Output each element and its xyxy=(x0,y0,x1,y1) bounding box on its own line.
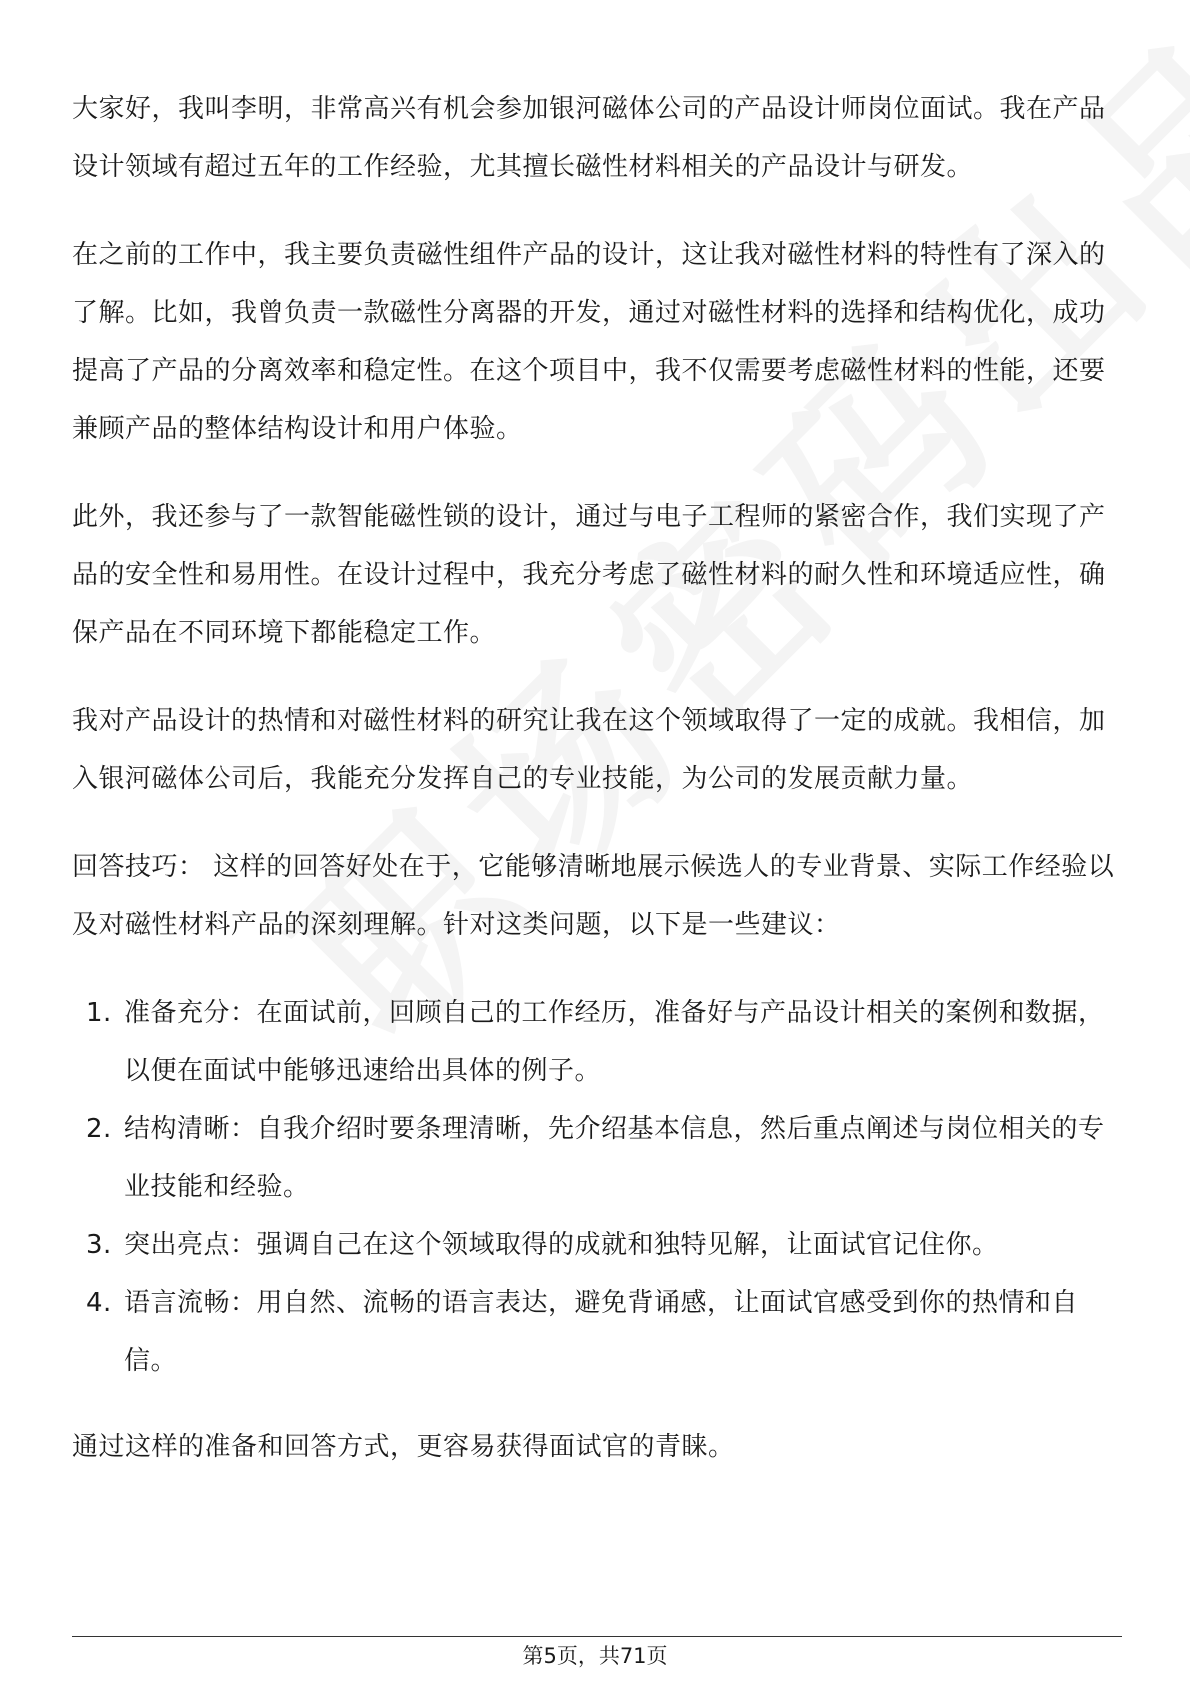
paragraph-closing: 通过这样的准备和回答方式，更容易获得面试官的青睐。 xyxy=(72,1432,735,1462)
list-item-number: 3. xyxy=(86,1230,112,1260)
list-item-text: 语言流畅：用自然、流畅的语言表达，避免背诵感，让面试官感受到你的热情和自信。 xyxy=(124,1288,1079,1376)
document-body xyxy=(72,80,1122,1506)
tips-list xyxy=(72,984,1122,1390)
list-item-number: 2. xyxy=(86,1114,112,1144)
list-item-number: 1. xyxy=(86,998,112,1028)
list-item xyxy=(72,1100,1122,1216)
paragraph-answer-tips: 回答技巧： 这样的回答好处在于，它能够清晰地展示候选人的专业背景、实际工作经验以及对磁性材料产品的深刻理解。针对这类问题，以下是一些建议： xyxy=(72,852,1115,940)
list-item-text: 结构清晰：自我介绍时要条理清晰，先介绍基本信息，然后重点阐述与岗位相关的专业技能和经验。 xyxy=(124,1114,1105,1202)
list-item xyxy=(72,984,1122,1100)
paragraph-project: 此外，我还参与了一款智能磁性锁的设计，通过与电子工程师的紧密合作，我们实现了产品的安全性和易用性。在设计过程中，我充分考虑了磁性材料的耐久性和环境适应性，确保产品在不同环境下都能稳定工作。 xyxy=(72,502,1106,648)
list-item xyxy=(72,1216,1122,1274)
list-item-text: 突出亮点：强调自己在这个领域取得的成就和独特见解，让面试官记住你。 xyxy=(124,1230,999,1260)
page-number: 第5页，共71页 xyxy=(522,1644,668,1668)
paragraph-intro: 大家好，我叫李明，非常高兴有机会参加银河磁体公司的产品设计师岗位面试。我在产品设计领域有超过五年的工作经验，尤其擅长磁性材料相关的产品设计与研发。 xyxy=(72,94,1106,182)
footer-divider xyxy=(72,1636,1122,1637)
list-item-number: 4. xyxy=(86,1288,112,1318)
list-item xyxy=(72,1274,1122,1390)
list-item-text: 准备充分：在面试前，回顾自己的工作经历，准备好与产品设计相关的案例和数据，以便在面试中能够迅速给出具体的例子。 xyxy=(124,998,1105,1086)
paragraph-experience: 在之前的工作中，我主要负责磁性组件产品的设计，这让我对磁性材料的特性有了深入的了解。比如，我曾负责一款磁性分离器的开发，通过对磁性材料的选择和结构优化，成功提高了产品的分离效率和稳定性。在这个项目中，我不仅需要考虑磁性材料的性能，还要兼顾产品的整体结构设计和用户体验。 xyxy=(72,240,1106,444)
paragraph-conclusion: 我对产品设计的热情和对磁性材料的研究让我在这个领域取得了一定的成就。我相信，加入银河磁体公司后，我能充分发挥自己的专业技能，为公司的发展贡献力量。 xyxy=(72,706,1106,794)
